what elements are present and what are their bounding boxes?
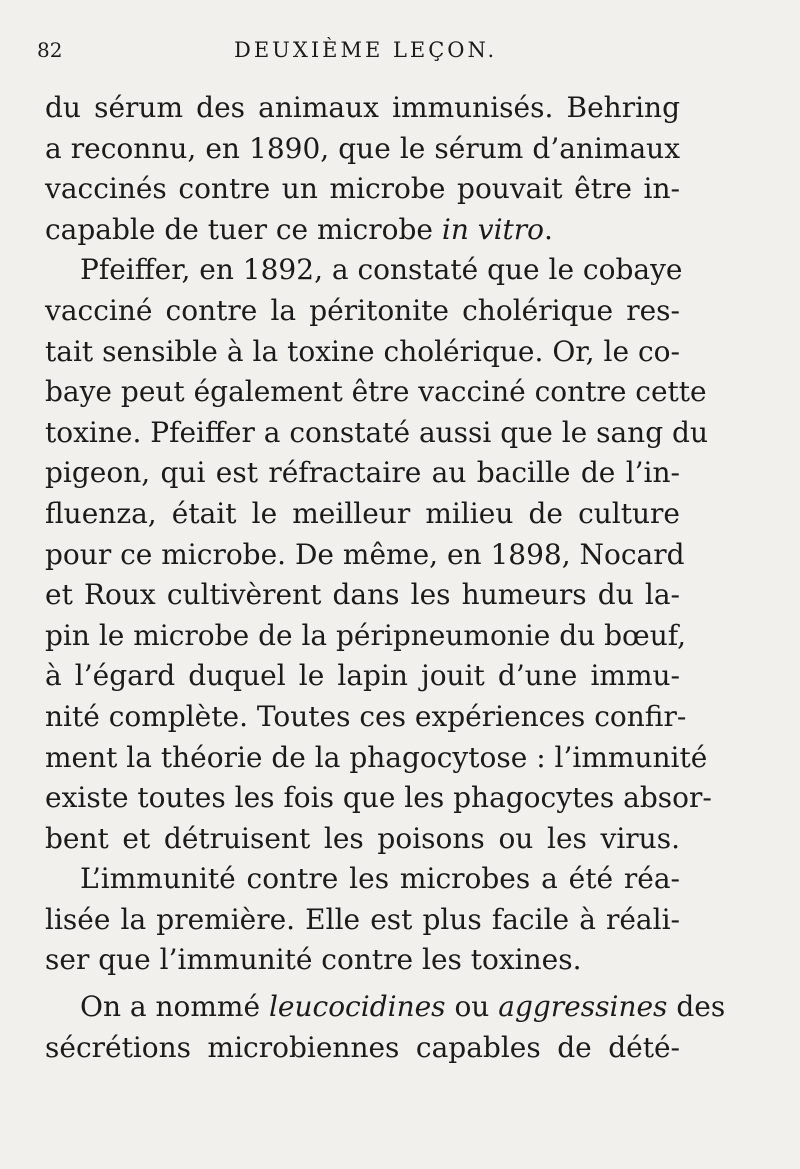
text-line: existe toutes les fois que les phagocytes absor- bbox=[45, 781, 712, 815]
text-line: fluenza, était le meilleur milieu de culture bbox=[45, 496, 680, 530]
paragraph-4 bbox=[45, 987, 726, 1068]
text-line: ser que l’immunité contre les toxines. bbox=[45, 943, 582, 977]
text-line: Pfeiffer, en 1892, a constaté que le cobaye bbox=[80, 253, 683, 287]
text-line: sécrétions microbiennes capables de dété- bbox=[45, 1030, 680, 1064]
text-segment: ou bbox=[445, 990, 499, 1024]
text-segment: On a nommé bbox=[80, 990, 269, 1024]
text-line bbox=[45, 210, 680, 251]
paragraph-3 bbox=[45, 859, 680, 981]
text-line: L’immunité contre les microbes a été réa- bbox=[80, 862, 680, 896]
text-line: bent et détruisent les poisons ou les virus. bbox=[45, 821, 680, 855]
text-line: lisée la première. Elle est plus facile à réali- bbox=[45, 902, 680, 936]
text-segment: . bbox=[544, 212, 553, 246]
text-line: à l’égard duquel le lapin jouit d’une immu- bbox=[45, 659, 680, 693]
italic-term: leucocidines bbox=[268, 990, 446, 1024]
italic-term: aggressines bbox=[498, 990, 668, 1024]
text-line: toxine. Pfeiffer a constaté aussi que le sang du bbox=[45, 415, 708, 449]
text-segment: des bbox=[667, 990, 726, 1024]
text-line: tait sensible à la toxine cholérique. Or, le co- bbox=[45, 334, 680, 368]
text-line: vacciné contre la péritonite cholérique res- bbox=[45, 293, 680, 327]
text-line: et Roux cultivèrent dans les humeurs du la- bbox=[45, 578, 680, 612]
text-line: du sérum des animaux immunisés. Behring bbox=[45, 91, 680, 124]
text-line: pin le microbe de la péripneumonie du bœuf, bbox=[45, 618, 687, 652]
paragraph-1 bbox=[45, 88, 680, 250]
paragraph-2 bbox=[45, 250, 712, 859]
text-line: pour ce microbe. De même, en 1898, Nocard bbox=[45, 537, 685, 571]
text-line: ment la théorie de la phagocytose : l’immunité bbox=[45, 740, 708, 774]
running-head: DEUXIÈME LEÇON. bbox=[234, 38, 498, 62]
body-text bbox=[45, 88, 726, 1068]
text-line: pigeon, qui est réfractaire au bacille de l’in- bbox=[45, 456, 680, 490]
text-line: vaccinés contre un microbe pouvait être in- bbox=[45, 172, 680, 206]
text-line bbox=[45, 987, 726, 1028]
text-line: nité complète. Toutes ces expériences confir- bbox=[45, 699, 687, 733]
text-segment: capable de tuer ce microbe bbox=[45, 212, 442, 246]
text-line: a reconnu, en 1890, que le sérum d’animaux bbox=[45, 131, 680, 165]
page-number: 82 bbox=[37, 38, 63, 62]
page-header bbox=[0, 34, 800, 68]
text-line: baye peut également être vacciné contre cette bbox=[45, 375, 707, 409]
italic-term: in vitro bbox=[441, 212, 545, 246]
